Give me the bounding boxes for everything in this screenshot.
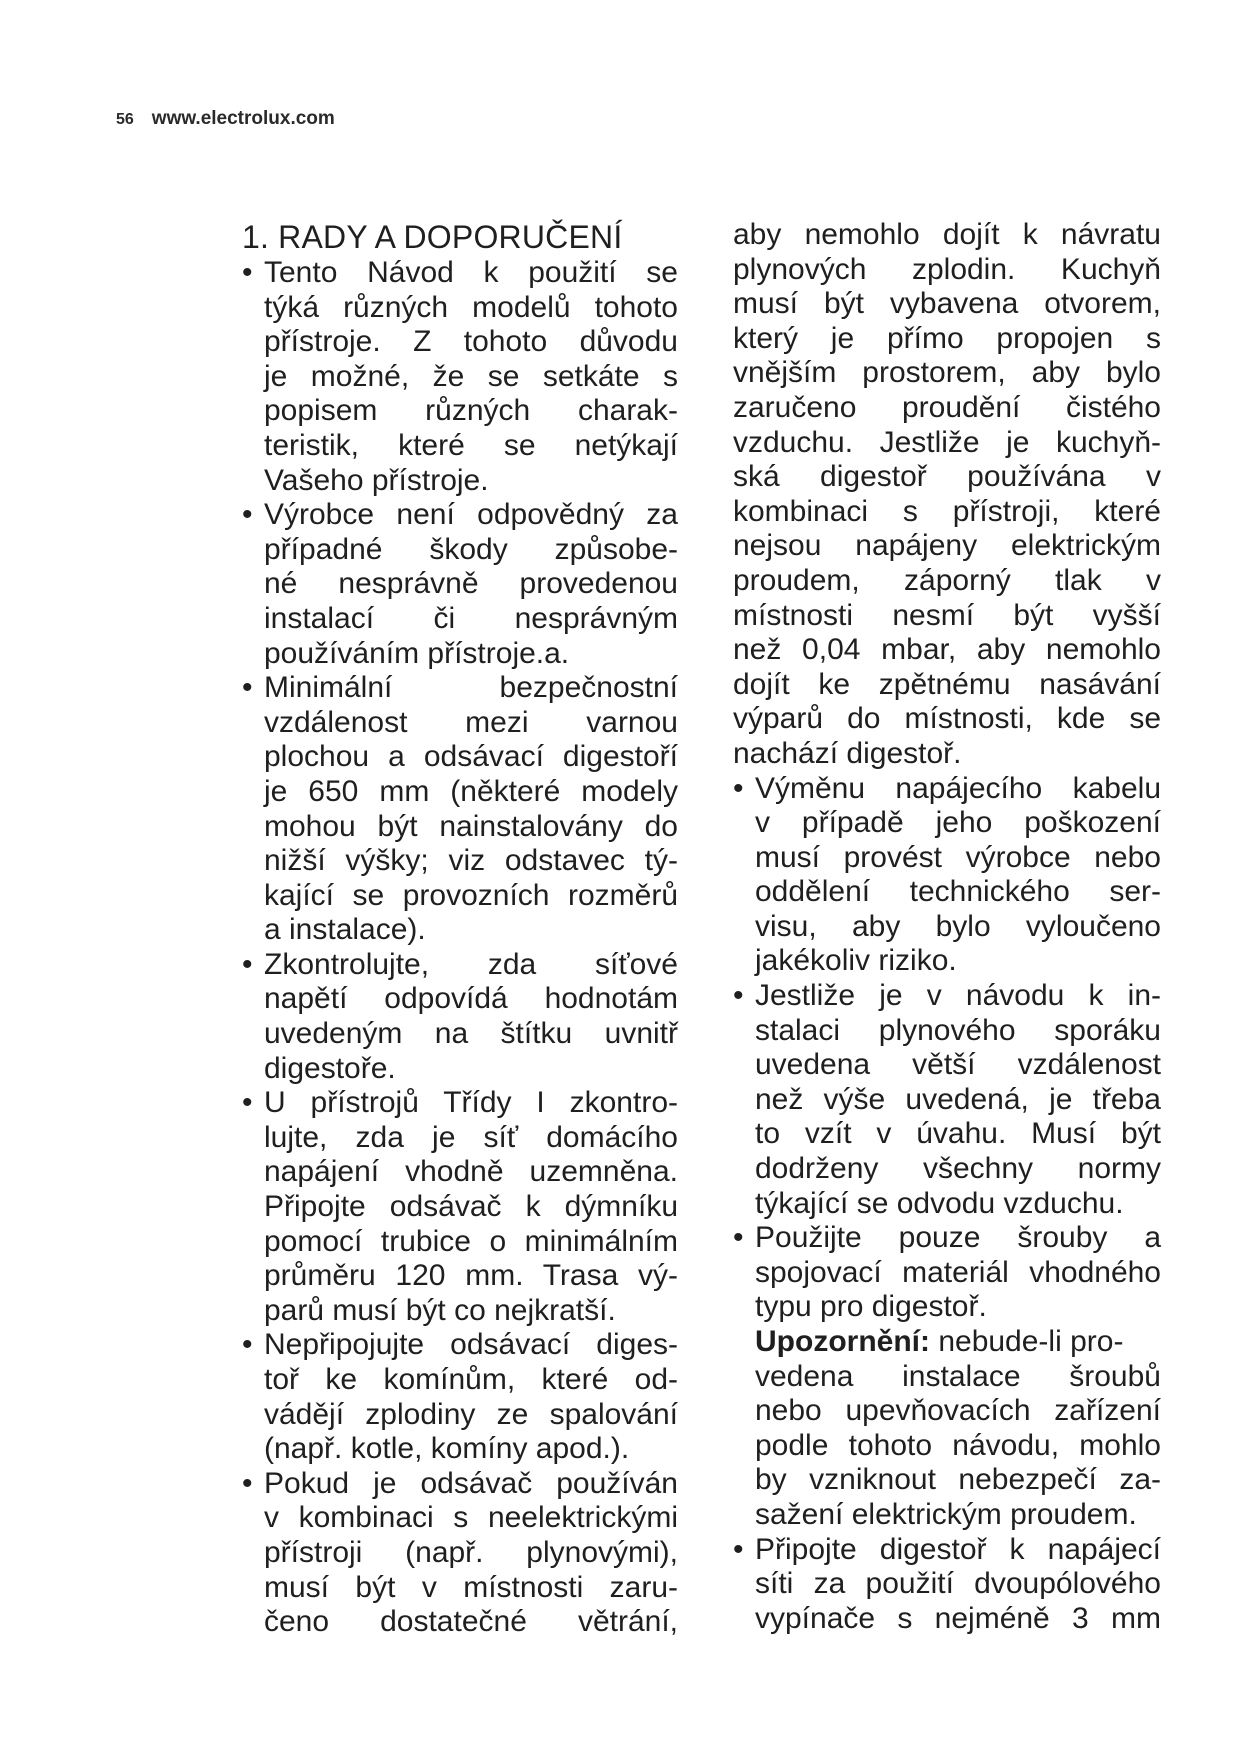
text-line: vypínače s nejméně 3 mm [755,1601,1161,1635]
text-line: nebo upevňovacích zařízení [755,1394,1161,1428]
text-line: sažení elektrickým proudem. [755,1497,1137,1531]
list-item [733,1533,1161,1637]
text-line: který je přímo propojen s [733,321,1161,355]
warning-note [755,1325,1161,1533]
text-line: než 0,04 mbar, aby nemohlo [733,633,1161,667]
text-line: pomocí trubice o minimálním [264,1224,678,1258]
text-line: by vzniknout nebezpečí za- [755,1463,1161,1497]
text-line: lujte, zda je síť domácího [264,1120,678,1154]
text-line: napájení vhodně uzemněna. [264,1155,678,1189]
text-line: proudem, záporný tlak v [733,563,1161,597]
text-line: Vašeho přístroje. [264,463,489,497]
text-line: • Minimální bezpečnostní [264,671,678,705]
text-line: • Zkontrolujte, zda síťové [264,947,678,981]
text-line: podle tohoto návodu, mohlo [755,1428,1161,1462]
text-line: • Pokud je odsávač používán [264,1466,678,1500]
text-line: (např. kotle, komíny apod.). [264,1432,630,1466]
text-line: čeno dostatečné větrání, [264,1605,678,1639]
text-line: mohou být nainstalovány do [264,809,678,843]
text-line: digestoře. [264,1051,396,1085]
text-line: a instalace). [264,913,426,947]
text-line: případné škody způsobe- [264,532,678,566]
text-line: dojít ke zpětnému nasávání [733,667,1161,701]
list-item [242,256,678,498]
text-line: výparů do místnosti, kde se [733,702,1161,736]
text-line: uvedeným na štítku uvnitř [264,1017,678,1051]
text-line: nejsou napájeny elektrickým [733,529,1161,563]
text-line: místnosti nesmí být vyšší [733,598,1161,632]
text-line: než výše uvedená, je třeba [755,1082,1161,1116]
text-line: stalaci plynového sporáku [755,1013,1161,1047]
text-line: typu pro digestoř. [755,1290,987,1324]
text-line: musí být v místnosti zaru- [264,1570,678,1604]
text-line: vádějí zplodiny ze spalování [264,1397,678,1431]
text-line: • U přístrojů Třídy I zkontro- [264,1086,678,1120]
text-line: týká různých modelů tohoto [264,290,678,324]
text-line: průměru 120 mm. Trasa vý- [264,1259,678,1293]
text-line: dodrženy všechny normy [755,1152,1161,1186]
list-item [242,1328,678,1466]
text-line: to vzít v úvahu. Musí být [755,1117,1161,1151]
text-line: vedena instalace šroubů [755,1359,1161,1393]
warning-label: Upozornění: [755,1325,930,1358]
text-line: používáním přístroje.a. [264,636,570,670]
text-line: popisem různých charak- [264,394,678,428]
text-line: • Připojte digestoř k napájecí [755,1532,1161,1566]
warning-text: nebude-li pro- [929,1325,1124,1358]
text-line: • Výměnu napájecího kabelu [755,771,1161,805]
text-line: musí provést výrobce nebo [755,840,1161,874]
text-line: parů musí být co nejkratší. [264,1293,616,1327]
list-item [242,1086,678,1328]
text-line: kombinaci s přístroji, které [733,494,1161,528]
text-line: jakékoliv riziko. [755,944,957,978]
text-line: instalací či nesprávným [264,601,678,635]
text-line: kající se provozních rozměrů [264,878,678,912]
website-url: www.electrolux.com [151,108,335,129]
right-bullet-list [733,772,1161,1637]
text-line: musí být vybavena otvorem, [733,287,1161,321]
text-line: plynových zplodin. Kuchyň [733,252,1161,286]
text-line: • Nepřipojujte odsávací diges- [264,1328,678,1362]
text-line: uvedena větší vzdálenost [755,1048,1161,1082]
page-number: 56 [116,111,134,128]
text-line: ská digestoř používána v [733,460,1161,494]
text-line: týkající se odvodu vzduchu. [755,1186,1124,1220]
warning-first-line [755,1325,1161,1360]
right-column [733,218,1161,1636]
list-item [733,979,1161,1221]
text-line: né nesprávně provedenou [264,567,678,601]
text-line: spojovací materiál vhodného [755,1255,1161,1289]
list-item [242,1467,678,1640]
list-item [242,671,678,948]
text-line: přístroji (např. plynovými), [264,1535,678,1569]
text-line: aby nemohlo dojít k návratu [733,218,1161,251]
list-item [242,498,678,671]
page-header [116,108,335,130]
text-line: • Použijte pouze šrouby a [755,1221,1161,1255]
text-line: vnějším prostorem, aby bylo [733,356,1161,390]
text-line: napětí odpovídá hodnotám [264,982,678,1016]
text-line: • Tento Návod k použití se [264,256,678,289]
list-item [733,772,1161,980]
text-line: oddělení technického ser- [755,875,1161,909]
text-line: vzduchu. Jestliže je kuchyň- [733,425,1161,459]
left-bullet-list [242,256,678,1640]
text-line: • Výrobce není odpovědný za [264,498,678,532]
text-line: síti za použití dvoupólového [755,1567,1161,1601]
text-line: v případě jeho poškození [755,806,1161,840]
text-line: • Jestliže je v návodu k in- [755,979,1161,1013]
continued-paragraph [733,218,1161,772]
text-line: přístroje. Z tohoto důvodu [264,325,678,359]
text-line: teristik, které se netýkají [264,428,678,462]
list-item [733,1221,1161,1532]
text-line: Připojte odsávač k dýmníku [264,1190,678,1224]
text-line: vzdálenost mezi varnou [264,705,678,739]
text-line: nižší výšky; viz odstavec tý- [264,844,678,878]
text-line: je 650 mm (některé modely [264,774,678,808]
text-line: toř ke komínům, které od- [264,1363,678,1396]
text-line: visu, aby bylo vyloučeno [755,909,1161,943]
text-line: je možné, že se setkáte s [264,359,678,393]
left-column [242,218,678,1640]
text-line: plochou a odsávací digestoří [264,740,678,774]
text-line: zaručeno proudění čistého [733,390,1161,424]
text-line: nachází digestoř. [733,736,962,770]
list-item [242,948,678,1086]
section-title: 1. RADY A DOPORUČENÍ [242,219,623,255]
text-line: v kombinaci s neelektrickými [264,1501,678,1535]
